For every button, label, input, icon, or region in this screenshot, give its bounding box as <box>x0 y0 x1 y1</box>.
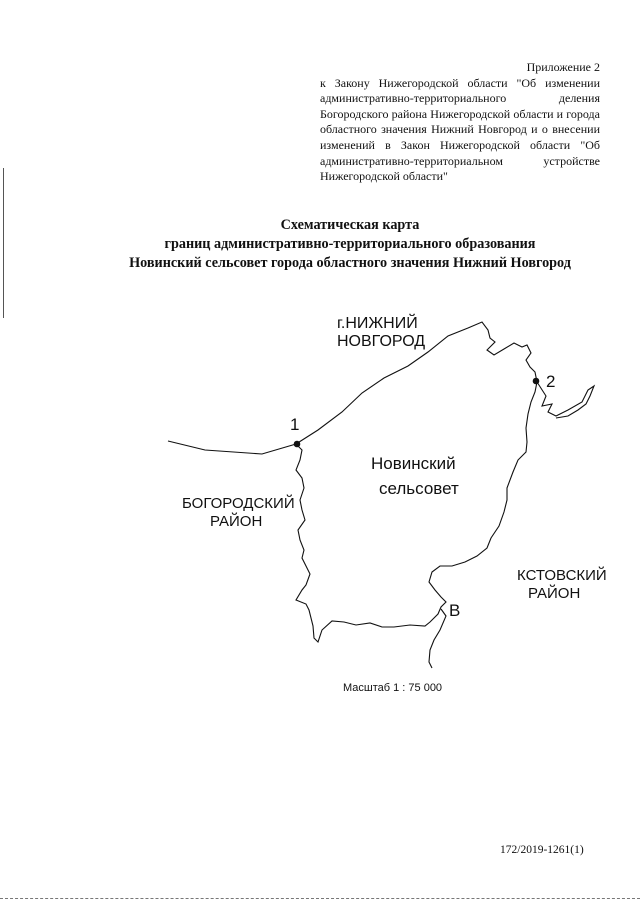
label-bogorodsky-line-1: БОГОРОДСКИЙ <box>182 495 295 512</box>
point-1-label: 1 <box>290 415 300 434</box>
point-2-marker <box>533 378 540 385</box>
scan-bottom-strip <box>0 898 640 900</box>
point-2-label: 2 <box>546 372 556 391</box>
map-title-line-1: Схематическая карта <box>280 217 420 233</box>
southern-boundary-outlet <box>429 609 446 668</box>
label-nizhny-line-2: НОВГОРОД <box>337 333 426 350</box>
map-scale: Масштаб 1 : 75 000 <box>343 682 443 694</box>
western-boundary-line <box>168 441 296 454</box>
document-number: 172/2019-1261(1) <box>500 844 584 856</box>
map-title-line-3: Новинский сельсовет города областного значения Нижний Новгород <box>129 255 571 271</box>
label-selsovet-line-1: Новинский <box>371 454 456 473</box>
point-v-label: В <box>449 601 461 620</box>
appendix-text: к Закону Нижегородской области "Об изменении административно-территориального деления Богородского района Нижегородской области и города областного значения Нижний Новгород и о внесении изменений в Закон Нижегородской области "Об административно-территориальном устройстве Нижегородской области" <box>320 75 600 184</box>
label-nizhny-line-1: г.НИЖНИЙ <box>337 315 418 332</box>
appendix-title: Приложение 2 <box>526 60 600 74</box>
label-kstovsky-line-1: КСТОВСКИЙ <box>517 567 607 584</box>
map-title-line-2: границ административно-территориального образования <box>164 236 536 252</box>
label-selsovet-line-2: сельсовет <box>379 479 459 498</box>
label-kstovsky-line-2: РАЙОН <box>528 585 581 602</box>
point-1-marker <box>294 441 301 448</box>
label-bogorodsky-line-2: РАЙОН <box>210 513 263 530</box>
